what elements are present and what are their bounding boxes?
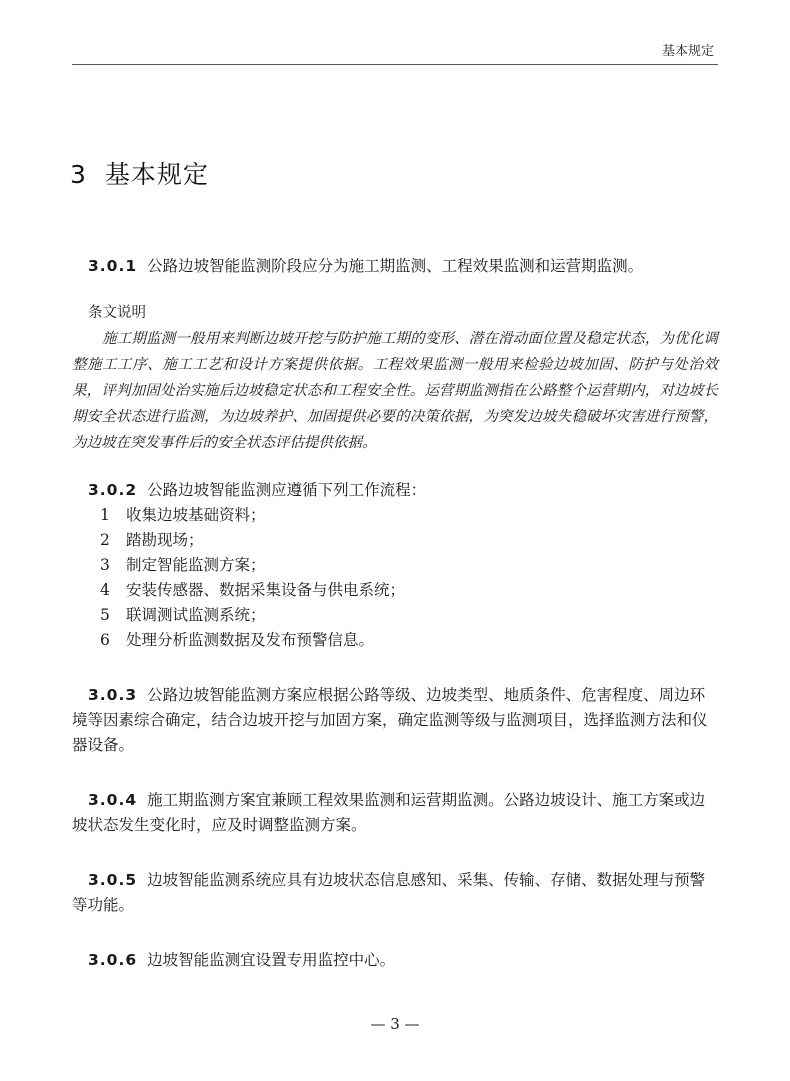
list-item-text: 踏勘现场； <box>126 531 204 549</box>
list-item <box>88 603 718 628</box>
list-item-number: 3 <box>100 556 110 574</box>
list-item-text: 收集边坡基础资料； <box>126 506 266 524</box>
clause-text: 边坡智能监测宜设置专用监控中心。 <box>147 951 396 969</box>
list-item-number: 5 <box>100 606 110 624</box>
list-item-text: 联调测试监测系统； <box>126 606 266 624</box>
list-item <box>88 628 718 653</box>
list-item <box>88 528 718 553</box>
explanation-heading: 条文说明 <box>88 305 146 321</box>
clause-text: 施工期监测方案宜兼顾工程效果监测和运营期监测。公路边坡设计、施工方案或边坡状态发生变化时，应及时调整监测方案。 <box>72 791 706 834</box>
clause-3-0-3 <box>72 683 718 758</box>
list-item-number: 1 <box>100 506 110 524</box>
chapter-name: 基本规定 <box>104 160 209 189</box>
list-item <box>88 578 718 603</box>
list-item-number: 6 <box>100 631 110 649</box>
list-item-text: 制定智能监测方案； <box>126 556 266 574</box>
explanation-body: 施工期监测一般用来判断边坡开挖与防护施工期的变形、潜在滑动面位置及稳定状态，为优化调整施工工序、施工工艺和设计方案提供依据。工程效果监测一般用来检验边坡加固、防护与处治效果，评判加固处治实施后边坡稳定状态和工程安全性。运营期监测指在公路整个运营期内，对边坡长期安全状态进行监测，为边坡养护、加固提供必要的决策依据，为突发边坡失稳破坏灾害进行预警，为边坡在突发事件后的安全状态评估提供依据。 <box>72 331 718 451</box>
header-divider <box>72 64 718 65</box>
clause-3-0-5 <box>72 868 718 918</box>
running-header: 基本规定 <box>661 44 714 59</box>
clause-number: 3.0.3 <box>88 686 138 704</box>
chapter-number: 3 <box>70 160 87 189</box>
list-item <box>88 503 718 528</box>
clause-number: 3.0.2 <box>88 481 138 499</box>
chapter-title <box>70 155 209 191</box>
list-item-number: 2 <box>100 531 110 549</box>
clause-number: 3.0.1 <box>88 257 138 275</box>
list-item-number: 4 <box>100 581 110 599</box>
list-item-text: 安装传感器、数据采集设备与供电系统； <box>126 581 406 599</box>
clause-text: 公路边坡智能监测方案应根据公路等级、边坡类型、地质条件、危害程度、周边环境等因素综合确定，结合边坡开挖与加固方案，确定监测等级与监测项目，选择监测方法和仪器设备。 <box>72 686 708 754</box>
clause-number: 3.0.4 <box>88 791 138 809</box>
clause-number: 3.0.5 <box>88 871 138 889</box>
clause-text: 公路边坡智能监测应遵循下列工作流程： <box>147 481 427 499</box>
clause-3-0-4 <box>72 788 718 838</box>
clause-text: 边坡智能监测系统应具有边坡状态信息感知、采集、传输、存储、数据处理与预警等功能。 <box>72 871 706 914</box>
page-body <box>72 254 718 973</box>
clause-number: 3.0.6 <box>88 951 138 969</box>
page-number: — 3 — <box>370 1015 420 1033</box>
list-item-text: 处理分析监测数据及发布预警信息。 <box>126 631 375 649</box>
list-item <box>88 553 718 578</box>
clause-3-0-2 <box>88 478 718 503</box>
clause-text: 公路边坡智能监测阶段应分为施工期监测、工程效果监测和运营期监测。 <box>147 257 644 275</box>
clause-3-0-1 <box>88 254 718 279</box>
clause-3-0-6 <box>88 948 718 973</box>
